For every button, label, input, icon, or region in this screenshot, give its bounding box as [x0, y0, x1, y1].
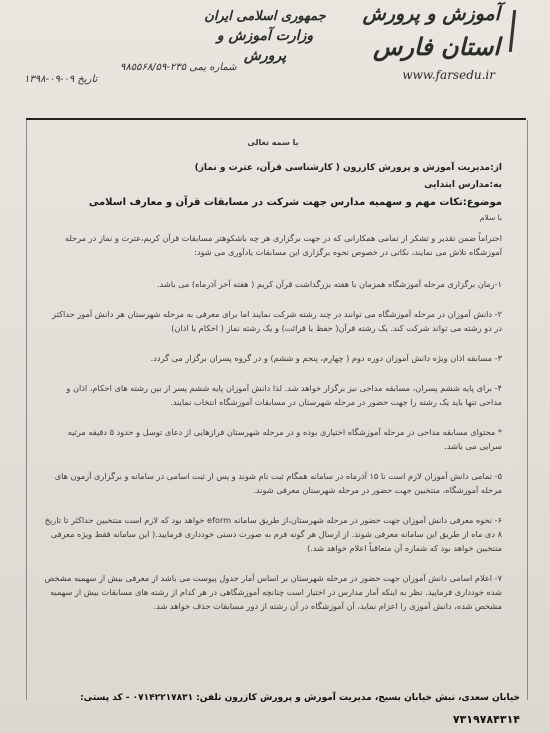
list-item: ۲- دانش آموزان در مرحله آموزشگاه می توانند در چند رشته شرکت نمایند اما برای معرفی به مرحله شهرستان هر دانش آموز حداکثر در دو رشته می تواند شرکت کند. یک رشته قرآن( حفظ یا قرائت) و یک رشته نماز ( احکام یا اذان) — [52, 309, 502, 333]
intro-paragraph: احتراماً ضمن تقدیر و تشکر از تمامی همکارانی که در جهت برگزاری هر چه باشکوهتر مسابقات قرآن کریم،عترت و نماز در مرحله آموزشگاه تلاش می نمایند، نکاتی در خصوص نحوه برگزاری این مسابقات یادآوری می شود: — [64, 233, 502, 257]
list-item: ۷- اعلام اسامی دانش آموزان جهت حضور در مرحله شهرستان بر اساس آمار جدول پیوست می باشد از معرفی بیش از سهمیه مشخص شده خودداری فرمایید. نظر به اینکه آمار مدارس در اختیار است چنانچه آموزشگاهی در هر کدام از رشته های مسابقات بیش از سهمیه مشخص شده، دانش آموزی را اعزام نماید، آن آموزشگاه در آن رشته از دور مسابقات حذف خواهد شد. — [44, 573, 502, 611]
list-item: * محتوای مسابقه مداحی در مرحله آموزشگاه اختیاری بوده و در مرحله شهرستان فرازهایی از دعای توسل و حدود ۵ دقیقه مرثیه سرایی می باشد. — [67, 427, 502, 451]
ministry-title: وزارت آموزش و پرورش — [216, 28, 314, 64]
postal-code: ۷۳۱۹۷۸۴۳۱۴ — [452, 713, 520, 726]
greeting: با سلام — [479, 213, 502, 222]
reference-number: شماره یمی ۲۳۵-۹۸۵۵۶۸/۵۹ — [120, 62, 237, 73]
list-item: ۶- نحوه معرفی دانش آموزان جهت حضور در مرحله شهرستان،از طریق سامانه eform خواهد بود که لازم است منتخبین حداکثر تا تاریخ ۸ دی ماه از طریق این سامانه معرفی شوند. از ارسال هر گونه فرم به صورت دستی خودداری فرمایید.( این سامانه فقط ویژه معرفی منتخبین خواهد بود که شماره آن متعاقباً اعلام خواهد شد.) — [44, 515, 502, 553]
list-item: ۱-زمان برگزاری مرحله آموزشگاه همزمان با هفته بزرگداشت قرآن کریم ( هفته آخر آذرماه) می باشد. — [156, 279, 502, 289]
letter-to: به:مدارس ابتدایی — [424, 180, 502, 190]
letter-date: تاریخ ۰۹-۰۹-۱۳۹۸ — [24, 74, 98, 85]
org-title: آموزش و پرورش — [362, 3, 500, 25]
letterhead — [0, 0, 550, 125]
letter-subject: موضوع:نکات مهم و سهمیه مدارس جهت شرکت در مسابقات قرآن و معارف اسلامی — [88, 197, 502, 208]
letter-footer — [30, 690, 520, 728]
list-item: ۴- برای پایه ششم پسران، مسابقه مداحی نیز برگزار خواهد شد. لذا دانش آموزان پایه ششم پسر از بین رشته های احکام، اذان و مداحی تنها باید یک رشته را جهت حضور در مرحله شهرستان در مسابقات آموزشگاه انتخاب نمایند. — [66, 383, 502, 407]
list-item: ۵- تمامی دانش آموزان لازم است تا ۱۵ آذرماه در سامانه همگام ثبت نام شوند و پس از ثبت اسامی در سامانه و برگزاری آزمون های مرحله آموزشگاه، منتخبین جهت حضور در مرحله شهرستان معرفی شوند. — [54, 471, 502, 495]
bismillah: با سمه تعالی — [247, 138, 299, 147]
ministry-brand — [200, 8, 330, 68]
letter-from: از:مدیریت آموزش و پرورش کازرون ( کارشناسی قرآن، عترت و نماز) — [194, 163, 502, 173]
website-link[interactable]: www.farsedu.ir — [402, 68, 495, 82]
letter-body — [44, 130, 502, 629]
footer-address: خیابان سعدی، نبش خیابان بسیج، مدیریت آموزش و پرورش کازرون تلفن: ۰۷۱۴۲۲۱۷۸۳۱ - کد پستی: — [80, 693, 520, 703]
republic-title: جمهوری اسلامی ایران — [204, 9, 326, 24]
letterhead-bar — [509, 10, 516, 52]
org-province: استان فارس — [373, 32, 500, 61]
list-item: ۳- مسابقه اذان ویژه دانش آموزان دوره دوم ( چهارم، پنجم و ششم) و در گروه پسران برگزار می گردد. — [150, 353, 502, 363]
